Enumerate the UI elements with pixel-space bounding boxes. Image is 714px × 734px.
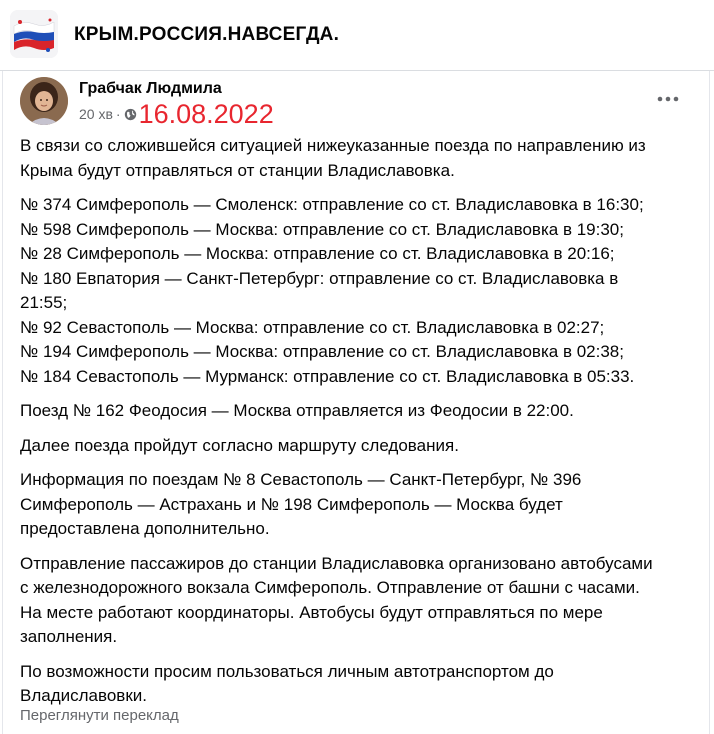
flag-icon [10,10,58,58]
route-line: Далее поезда пройдут согласно маршруту следования. [20,435,459,455]
post-card [0,71,714,734]
closing-paragraph [20,660,700,709]
train-line: № 194 Симферополь — Москва: отправление со ст. Владиславовка в 02:38; [20,342,624,361]
train-line: № 92 Севастополь — Москва: отправление со ст. Владиславовка в 02:27; [20,317,605,337]
route-paragraph [20,434,700,459]
post-meta [79,101,274,127]
date-overlay: 16.08.2022 [138,99,274,129]
group-name[interactable]: КРЫМ.РОССИЯ.НАВСЕГДА. [74,24,340,45]
info-line: предоставлена дополнительно. [20,519,270,538]
more-options-icon [656,95,680,103]
train-line: 21:55; [20,293,68,312]
author-avatar[interactable] [20,77,68,125]
see-translation-link[interactable]: Переглянути переклад [20,707,179,724]
author-name[interactable]: Грабчак Людмила [79,80,222,97]
bus-line: На месте работают координаторы. Автобусы будут отправляться по мере [20,602,603,622]
post-body [20,134,700,719]
feodosia-paragraph [20,399,700,424]
intro-paragraph [20,134,700,183]
train-list [20,193,700,389]
more-options-button[interactable] [652,87,684,111]
info-paragraph [20,468,700,542]
info-line: Информация по поездам № 8 Севастополь — Санкт-Петербург, № 396 [20,470,582,489]
train-line: № 374 Симферополь — Смоленск: отправление со ст. Владиславовка в 16:30; [20,195,644,214]
feodosia-line: Поезд № 162 Феодосия — Москва отправляется из Феодосии в 22:00. [20,401,574,420]
group-header [0,0,714,71]
closing-line: По возможности просим пользоваться личным автотранспортом до [20,661,554,681]
bus-line: заполнения. [20,627,118,646]
train-line: № 184 Севастополь — Мурманск: отправление со ст. Владиславовка в 05:33. [20,366,635,386]
group-avatar[interactable] [10,10,58,58]
meta-separator: · [115,106,121,122]
closing-line: Владиславовки. [20,686,147,705]
intro-line: Крыма будут отправляться от станции Владиславовка. [20,160,455,180]
author-photo [20,77,68,125]
train-line: № 28 Симферополь — Москва: отправление со ст. Владиславовка в 20:16; [20,244,615,263]
globe-icon [124,108,137,121]
train-line: № 598 Симферополь — Москва: отправление со ст. Владиславовка в 19:30; [20,219,624,239]
info-line: Симферополь — Астрахань и № 198 Симферополь — Москва будет [20,494,563,514]
train-line: № 180 Евпатория — Санкт-Петербург: отправление со ст. Владиславовка в [20,268,619,288]
bus-line: Отправление пассажиров до станции Владиславовка организовано автобусами [20,553,653,573]
post-time[interactable]: 20 хв [79,106,113,122]
intro-line: В связи со сложившейся ситуацией нижеуказанные поезда по направлению из [20,136,646,155]
bus-line: с железнодорожного вокзала Симферополь. Отправление от башни с часами. [20,578,640,597]
bus-paragraph [20,552,700,650]
